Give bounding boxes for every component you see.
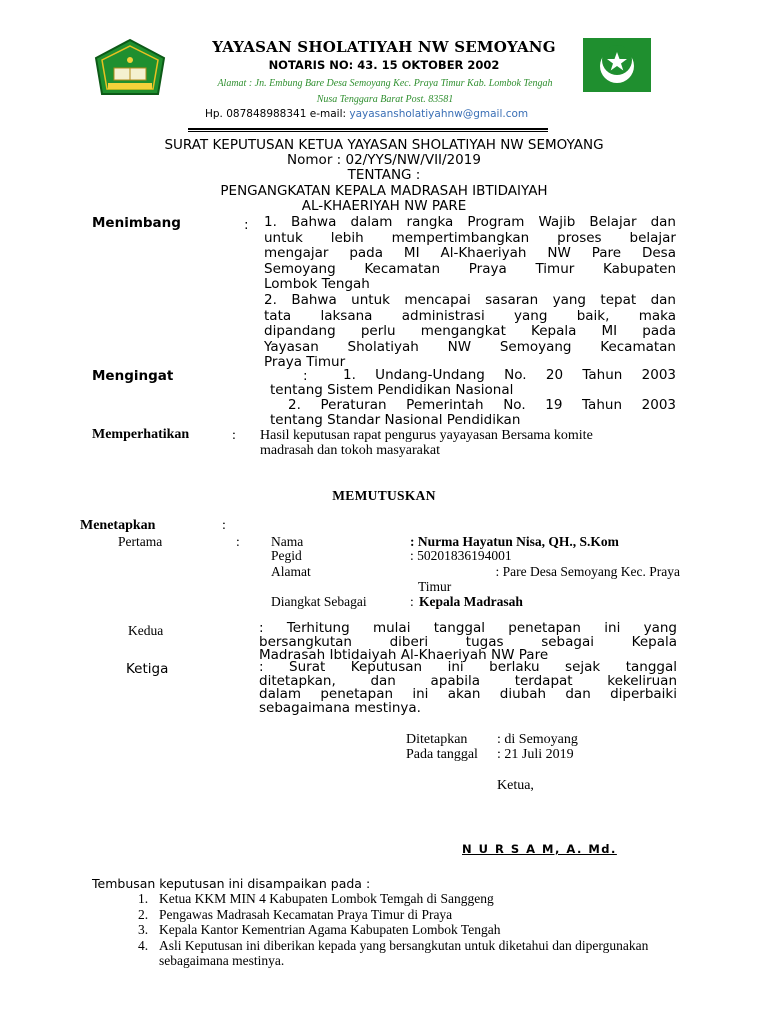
- signer-role: Ketua,: [497, 778, 534, 793]
- address-line-2: Nusa Tenggara Barat Post. 83581: [316, 94, 454, 105]
- phone-text: Hp. 087848988341 e-mail:: [205, 108, 347, 120]
- diangkat-label: Diangkat Sebagai: [271, 594, 367, 609]
- list-item: 2. Pengawas Madrasah Kecamatan Praya Timur di Praya: [138, 906, 453, 922]
- tanggal-value: : 21 Juli 2019: [497, 747, 574, 762]
- decree-number: Nomor : 02/YYS/NW/VII/2019: [287, 152, 481, 168]
- mengingat-colon: :: [303, 368, 308, 384]
- pertama-label: Pertama: [118, 534, 163, 549]
- nama-value: : Nurma Hayatun Nisa, QH., S.Kom: [410, 534, 619, 549]
- address-line-1: Alamat : Jn. Embung Bare Desa Semoyang Kec. Praya Timur Kab. Lombok Tengah: [217, 78, 553, 89]
- mengingat-label: Mengingat: [92, 368, 174, 384]
- list-item: 1. Ketua KKM MIN 4 Kabupaten Lombok Temgah di Sanggeng: [138, 891, 494, 906]
- pertama-colon: :: [236, 534, 240, 549]
- menimbang-point-2: 2. Bahwa untuk mencapai sasaran yang tepat dan tata laksana administrasi yang baik, maka dipandang perlu mengangkat Kepala MI pada Yayasan Sholatiyah NW Semoyang Kecamatan Praya Timur: [264, 292, 676, 370]
- menetapkan-label: Menetapkan: [80, 518, 156, 533]
- menimbang-point-1: 1. Bahwa dalam rangka Program Wajib Belajar dan untuk lebih mempertimbangkan proses belajar mengajar pada MI Al-Khaeriyah NW Pare Desa Semoyang Kecamatan Praya Timur Kabupaten Lombok Tengah: [264, 214, 676, 292]
- signer-name: N U R S A M, A. Md.: [462, 842, 617, 856]
- pegid-label: Pegid: [271, 548, 302, 563]
- foundation-name: YAYASAN SHOLATIYAH NW SEMOYANG: [212, 38, 556, 56]
- ditetapkan-label: Ditetapkan: [406, 732, 468, 747]
- email-text: yayasansholatiyahnw@gmail.com: [349, 108, 529, 120]
- alamat-value-cont: Timur: [418, 579, 452, 594]
- mengingat-item-2: 2. Peraturan Pemerintah No. 19 Tahun 2003: [288, 397, 676, 413]
- memutuskan-heading: MEMUTUSKAN: [332, 488, 436, 503]
- menimbang-colon: :: [244, 217, 249, 233]
- contact-line: [205, 108, 528, 120]
- tembusan-list: [138, 891, 678, 969]
- alamat-value: : Pare Desa Semoyang Kec. Praya: [495, 564, 680, 579]
- diangkat-value: Kepala Madrasah: [419, 594, 523, 609]
- subject-line-1: PENGANGKATAN KEPALA MADRASAH IBTIDAIYAH: [220, 183, 548, 199]
- memperhatikan-text: Hasil keputusan rapat pengurus yayayasan Bersama komite madrasah dan tokoh masyarakat: [260, 428, 593, 458]
- menetapkan-colon: :: [222, 518, 226, 533]
- ketiga-label: Ketiga: [126, 661, 169, 677]
- pegid-value: : 50201836194001: [410, 548, 512, 563]
- mengingat-item-2-cont: tentang Standar Nasional Pendidikan: [270, 412, 521, 428]
- kedua-label: Kedua: [128, 623, 164, 638]
- ditetapkan-value: : di Semoyang: [497, 732, 578, 747]
- menimbang-label: Menimbang: [92, 215, 181, 231]
- list-item: 3. Kepala Kantor Kementrian Agama Kabupaten Lombok Tengah: [138, 922, 501, 937]
- crescent-star-flag-icon: [583, 38, 651, 92]
- header-rule-thin: [188, 131, 548, 132]
- decree-title: SURAT KEPUTUSAN KETUA YAYASAN SHOLATIYAH NW SEMOYANG: [164, 137, 604, 153]
- mengingat-item-1-cont: tentang Sistem Pendidikan Nasional: [270, 382, 514, 398]
- header-rule: [188, 128, 548, 130]
- nama-label: Nama: [271, 534, 304, 549]
- notary-number: NOTARIS NO: 43. 15 OKTOBER 2002: [268, 58, 500, 72]
- tanggal-label: Pada tanggal: [406, 747, 478, 762]
- alamat-label: Alamat: [271, 564, 311, 579]
- tembusan-heading: Tembusan keputusan ini disampaikan pada :: [92, 876, 371, 891]
- list-item: 4. Asli Keputusan ini diberikan kepada yang bersangkutan untuk diketahui dan dipergunakan sebagaimana mestinya.: [138, 937, 649, 968]
- subject-line-2: AL-KHAERIYAH NW PARE: [301, 198, 467, 214]
- memperhatikan-label: Memperhatikan: [92, 427, 190, 442]
- tentang-heading: TENTANG :: [347, 167, 421, 183]
- ketiga-text: : Surat Keputusan ini berlaku sejak tanggal ditetapkan, dan apabila terdapat kekeliruan dalam penetapan ini akan diubah dan diperbaiki sebagaimana mestinya.: [259, 659, 677, 716]
- diangkat-colon: :: [410, 594, 414, 609]
- kedua-text: : Terhitung mulai tanggal penetapan ini yang bersangkutan diberi tugas sebagai Kepala Madrasah Ibtidaiyah Al-Khaeriyah NW Pare: [259, 620, 677, 663]
- memperhatikan-colon: :: [232, 428, 236, 443]
- mengingat-item-1: 1. Undang-Undang No. 20 Tahun 2003: [343, 367, 676, 383]
